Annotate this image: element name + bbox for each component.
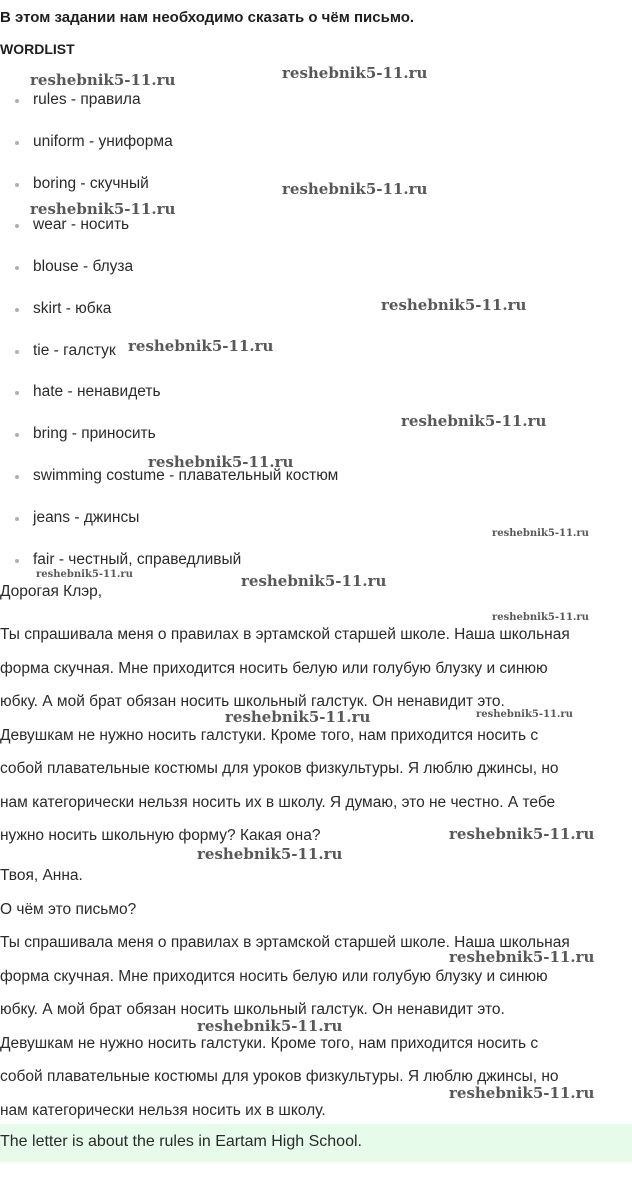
letter-line: Ты спрашивала меня о правилах в эртамской старшей школе. Наша школьная: [0, 626, 570, 643]
bullet-icon: [15, 266, 19, 270]
watermark: reshebnik5-11.ru: [401, 412, 547, 430]
wordlist-title: WORDLIST: [0, 41, 75, 57]
answer-box: [0, 1124, 632, 1162]
excerpt-line: нам категорически нельзя носить их в школу.: [0, 1101, 326, 1119]
watermark: reshebnik5-11.ru: [449, 825, 595, 843]
answer-text: The letter is about the rules in Eartam High School.: [0, 1133, 362, 1150]
letter-greeting: Дорогая Клэр,: [0, 583, 103, 600]
wordlist-item: blouse - блуза: [16, 258, 133, 276]
watermark: reshebnik5-11.ru: [381, 296, 527, 314]
watermark: reshebnik5-11.ru: [492, 612, 589, 623]
watermark: reshebnik5-11.ru: [449, 1084, 595, 1102]
watermark: reshebnik5-11.ru: [225, 708, 371, 726]
watermark: reshebnik5-11.ru: [128, 337, 274, 355]
excerpt-line: собой плавательные костюмы для уроков физкультуры. Я люблю джинсы, но: [0, 1068, 559, 1085]
watermark: reshebnik5-11.ru: [148, 453, 294, 471]
letter-line: Девушкам не нужно носить галстуки. Кроме того, нам приходится носить с: [0, 726, 539, 744]
wordlist-item: jeans - джинсы: [16, 509, 139, 527]
bullet-icon: [15, 475, 19, 479]
watermark: reshebnik5-11.ru: [197, 1017, 343, 1035]
excerpt-line: Ты спрашивала меня о правилах в эртамской старшей школе. Наша школьная: [0, 934, 570, 951]
watermark: reshebnik5-11.ru: [449, 948, 595, 966]
question-text: О чём это письмо?: [0, 901, 137, 918]
bullet-icon: [15, 99, 19, 103]
letter-line: нам категорически нельзя носить их в школу. Я думаю, это не честно. А тебе: [0, 793, 556, 811]
task-heading: В этом задании нам необходимо сказать о чём письмо.: [0, 9, 415, 26]
watermark: reshebnik5-11.ru: [476, 709, 573, 720]
bullet-icon: [15, 183, 19, 187]
wordlist-item: skirt - юбка: [16, 300, 111, 318]
wordlist-item: fair - честный, справедливый: [16, 551, 241, 569]
letter-signature: Твоя, Анна.: [0, 867, 83, 884]
excerpt-line: Девушкам не нужно носить галстуки. Кроме того, нам приходится носить с: [0, 1034, 539, 1052]
letter-line: юбку. А мой брат обязан носить школьный галстук. Он ненавидит это.: [0, 693, 505, 710]
wordlist-item: boring - скучный: [16, 175, 149, 193]
wordlist-item: tie - галстук: [16, 342, 116, 360]
wordlist-item: wear - носить: [16, 216, 129, 234]
wordlist-item: hate - ненавидеть: [16, 383, 161, 401]
bullet-icon: [15, 391, 19, 395]
letter-line: нужно носить школьную форму? Какая она?: [0, 827, 321, 844]
letter-line: собой плавательные костюмы для уроков физкультуры. Я люблю джинсы, но: [0, 760, 559, 777]
bullet-icon: [15, 559, 19, 563]
bullet-icon: [15, 517, 19, 521]
watermark: reshebnik5-11.ru: [36, 569, 133, 580]
letter-body: [0, 618, 632, 853]
wordlist-item: rules - правила: [16, 91, 141, 109]
watermark: reshebnik5-11.ru: [241, 572, 387, 590]
watermark: reshebnik5-11.ru: [197, 845, 343, 863]
wordlist-item: swimming costume - плавательный костюм: [16, 467, 338, 485]
bullet-icon: [15, 308, 19, 312]
bullet-icon: [15, 350, 19, 354]
excerpt-line: форма скучная. Мне приходится носить белую или голубую блузку и синюю: [0, 967, 548, 985]
bullet-icon: [15, 224, 19, 228]
bullet-icon: [15, 141, 19, 145]
excerpt-line: юбку. А мой брат обязан носить школьный галстук. Он ненавидит это.: [0, 1001, 505, 1018]
bullet-icon: [15, 433, 19, 437]
watermark: reshebnik5-11.ru: [492, 528, 589, 539]
watermark: reshebnik5-11.ru: [30, 200, 176, 218]
watermark: reshebnik5-11.ru: [282, 64, 428, 82]
letter-line: форма скучная. Мне приходится носить белую или голубую блузку и синюю: [0, 659, 548, 677]
watermark: reshebnik5-11.ru: [282, 180, 428, 198]
watermark: reshebnik5-11.ru: [30, 71, 176, 89]
wordlist-item: bring - приносить: [16, 425, 156, 443]
wordlist-item: uniform - униформа: [16, 133, 173, 151]
